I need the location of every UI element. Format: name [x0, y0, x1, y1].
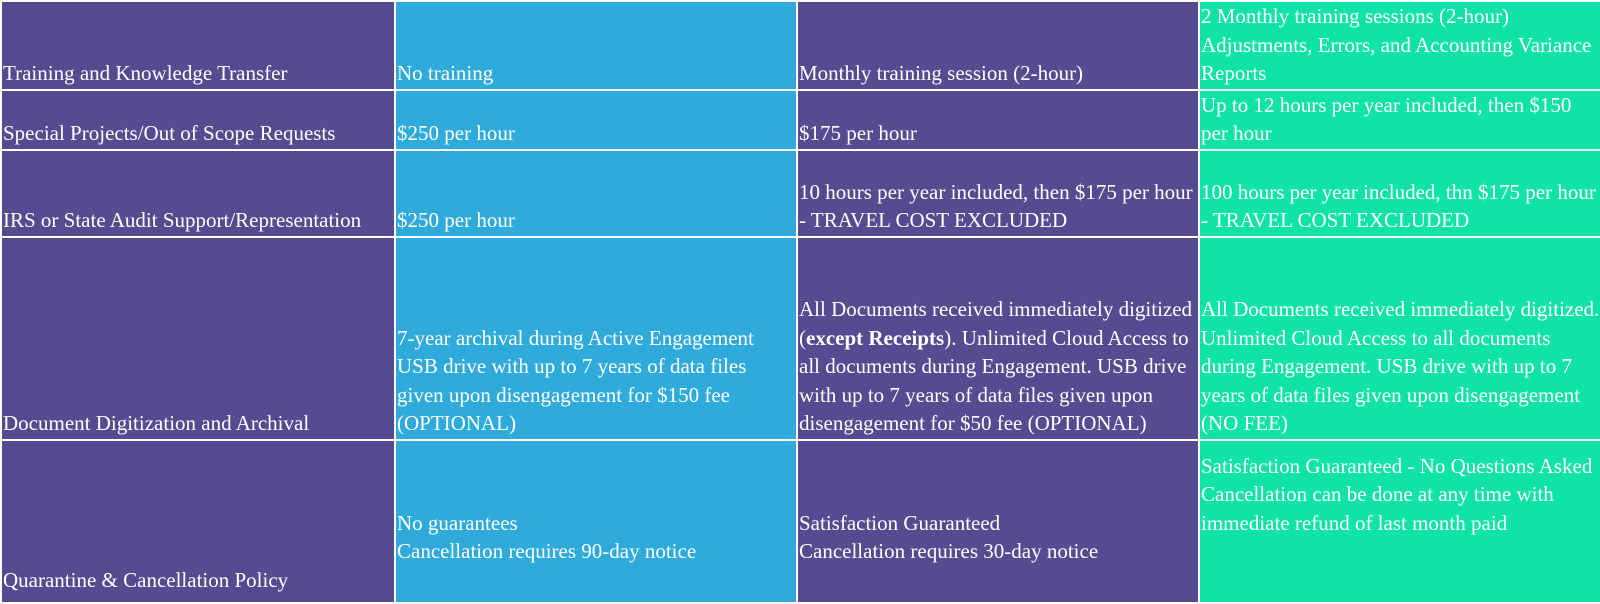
standard-cell [797, 237, 1199, 440]
standard-text-pre: All Documents received immediately digitized ( [799, 297, 1193, 350]
basic-cell: No training [395, 1, 797, 90]
feature-cell: IRS or State Audit Support/Representation [1, 150, 395, 237]
standard-cell: $175 per hour [797, 90, 1199, 150]
table-row-training [1, 1, 1600, 90]
feature-cell-content: Quarantine & Cancellation Policy [3, 567, 289, 592]
feature-cell: Document Digitization and Archival [1, 237, 395, 440]
premium-cell: 2 Monthly training sessions (2-hour) Adjustments, Errors, and Accounting Variance Reports [1199, 1, 1600, 90]
standard-cell-content: Satisfaction Guaranteed Cancellation requires 30-day notice [799, 510, 1099, 563]
premium-cell: All Documents received immediately digitized. Unlimited Cloud Access to all documents during Engagement. USB drive with up to 7 years of data files given upon disengagement (NO FEE) [1199, 237, 1600, 440]
basic-cell: $250 per hour [395, 90, 797, 150]
table-row-special-projects [1, 90, 1600, 150]
feature-cell: Training and Knowledge Transfer [1, 1, 395, 90]
basic-cell: $250 per hour [395, 150, 797, 237]
table-row-document-digitization [1, 237, 1600, 440]
standard-text-post: ). Unlimited Cloud Access to all documents during Engagement. USB drive with up to 7 years of data files given upon disengagement for $50 fee (OPTIONAL) [799, 325, 1189, 435]
table-row-cancellation-policy [1, 440, 1600, 603]
premium-cell: 100 hours per year included, thn $175 per hour - TRAVEL COST EXCLUDED [1199, 150, 1600, 237]
basic-cell-content: No guarantees Cancellation requires 90-day notice [397, 510, 697, 563]
feature-cell [1, 440, 395, 603]
table-row-audit-support [1, 150, 1600, 237]
basic-cell: 7-year archival during Active Engagement USB drive with up to 7 years of data files given upon disengagement for $150 fee (OPTIONAL) [395, 237, 797, 440]
basic-cell [395, 440, 797, 603]
standard-cell [797, 440, 1199, 603]
standard-cell: 10 hours per year included, then $175 per hour - TRAVEL COST EXCLUDED [797, 150, 1199, 237]
premium-cell-content: Satisfaction Guaranteed - No Questions Asked Cancellation can be done at any time with immediate refund of last month paid [1201, 453, 1593, 535]
premium-cell: Up to 12 hours per year included, then $150 per hour [1199, 90, 1600, 150]
standard-text-bold: except Receipts [806, 325, 945, 350]
feature-cell: Special Projects/Out of Scope Requests [1, 90, 395, 150]
premium-cell [1199, 440, 1600, 603]
standard-cell: Monthly training session (2-hour) [797, 1, 1199, 90]
